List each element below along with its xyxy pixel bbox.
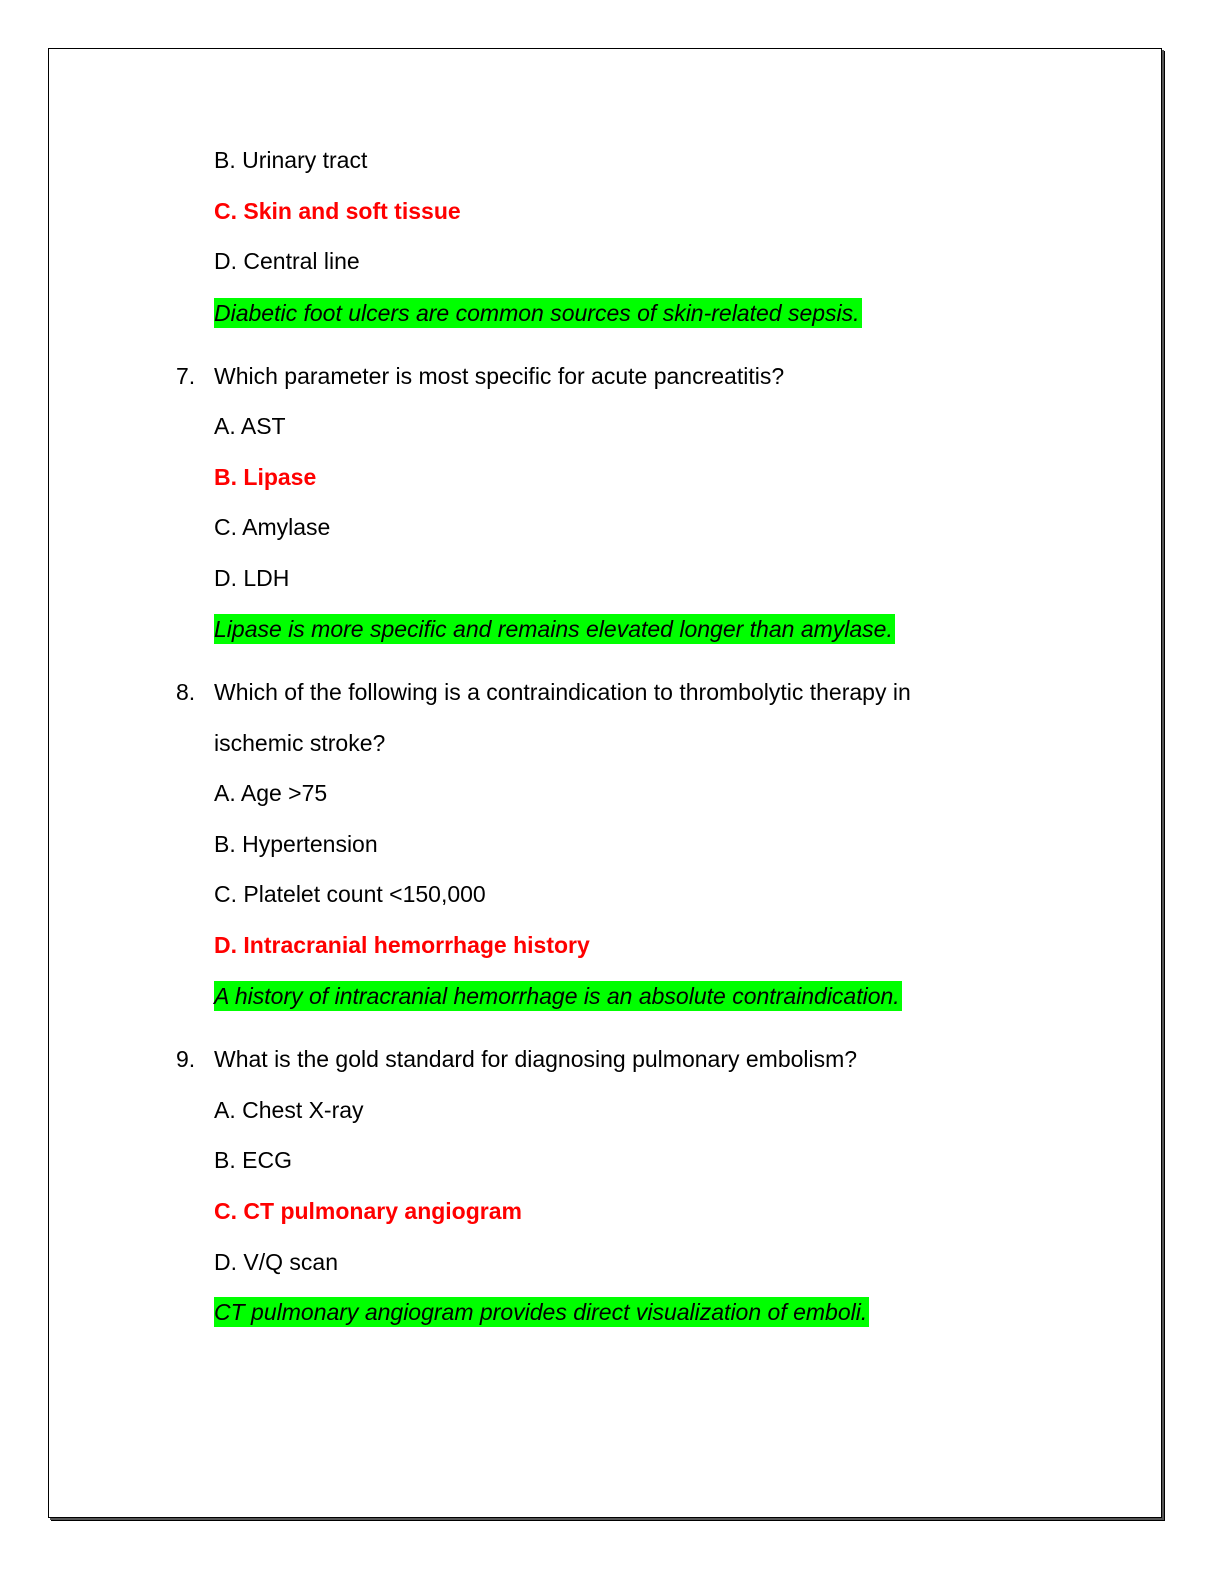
correct-option: C. CT pulmonary angiogram [214, 1198, 522, 1224]
question-text: What is the gold standard for diagnosing pulmonary embolism? [214, 1046, 858, 1072]
explanation: Lipase is more specific and remains elevated longer than amylase. [214, 616, 893, 642]
question-text: Which parameter is most specific for acute pancreatitis? [214, 363, 785, 389]
option-b: B. ECG [214, 1147, 292, 1173]
explanation: Diabetic foot ulcers are common sources of skin-related sepsis. [214, 300, 860, 326]
option-b: B. Hypertension [214, 831, 378, 857]
question-number: 7. [176, 363, 196, 389]
correct-option: C. Skin and soft tissue [214, 198, 461, 224]
question-number: 9. [176, 1046, 196, 1072]
option-a: A. AST [214, 413, 286, 439]
option-d: D. V/Q scan [214, 1249, 338, 1275]
option-c: C. Platelet count <150,000 [214, 881, 486, 907]
explanation: A history of intracranial hemorrhage is an absolute contraindication. [214, 983, 900, 1009]
question-text-continued: ischemic stroke? [214, 730, 386, 756]
option-a: A. Age >75 [214, 780, 328, 806]
option-a: A. Chest X-ray [214, 1097, 364, 1123]
correct-option: D. Intracranial hemorrhage history [214, 932, 590, 958]
question-text: Which of the following is a contraindication to thrombolytic therapy in [214, 679, 911, 705]
correct-option: B. Lipase [214, 464, 317, 490]
option-d: D. Central line [214, 248, 360, 274]
question-number: 8. [176, 679, 196, 705]
option-d: D. LDH [214, 565, 290, 591]
option-b: B. Urinary tract [214, 147, 368, 173]
explanation: CT pulmonary angiogram provides direct visualization of emboli. [214, 1299, 868, 1325]
option-c: C. Amylase [214, 514, 331, 540]
